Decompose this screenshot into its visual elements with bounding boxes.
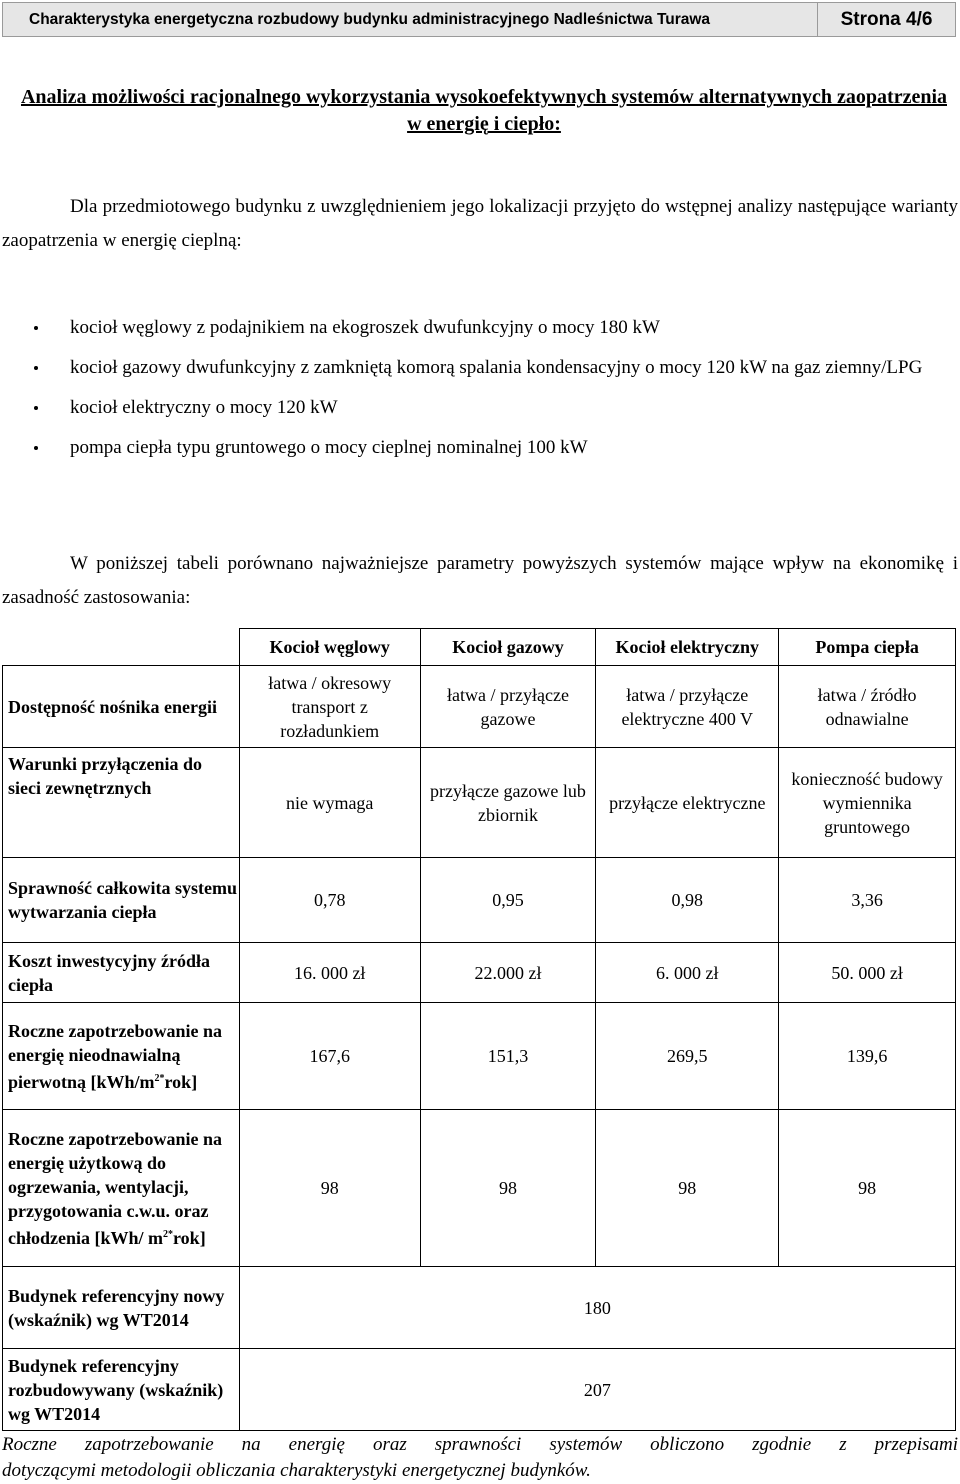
footnote-line: Roczne zapotrzebowanie na energię oraz sprawności systemów obliczono zgodnie z przepisami: [2, 1434, 958, 1455]
table-cell: 180: [239, 1267, 955, 1349]
row-label: [3, 1003, 240, 1110]
intro-paragraph: [2, 190, 958, 258]
row-label: Budynek referencyjny rozbudowywany (wskaźnik) wg WT2014: [3, 1349, 240, 1431]
list-item: kocioł gazowy dwufunkcyjny z zamkniętą komorą spalania kondensacyjny o mocy 120 kW na gaz ziemny/LPG: [0, 348, 958, 388]
table-cell: przyłącze elektryczne: [596, 748, 779, 858]
table-cell: 0,98: [596, 858, 779, 943]
table-cell: nie wymaga: [239, 748, 420, 858]
header-title: Charakterystyka energetyczna rozbudowy budynku administracyjnego Nadleśnictwa Turawa: [29, 10, 711, 28]
row-label: Koszt inwestycyjny źródła ciepła: [3, 943, 240, 1003]
row-label-text: Roczne zapotrzebowanie na energię użytkową do ogrzewania, wentylacji, przygotowania c.w.u. oraz chłodzenia [kWh/ m: [8, 1128, 222, 1248]
table-cell: 3,36: [779, 858, 956, 943]
row-label: Warunki przyłączenia do sieci zewnętrznych: [3, 748, 240, 858]
list-item: kocioł węglowy z podajnikiem na ekogroszek dwufunkcyjny o mocy 180 kW: [0, 308, 958, 348]
table-cell: 98: [239, 1110, 420, 1267]
row-label-superscript: 2*: [154, 1072, 165, 1084]
table-cell: 98: [779, 1110, 956, 1267]
comparison-table: [2, 628, 956, 1431]
table-row: [3, 858, 956, 943]
table-cell: 269,5: [596, 1003, 779, 1110]
table-cell: łatwa / przyłącze elektryczne 400 V: [596, 666, 779, 748]
table-cell: 0,95: [420, 858, 596, 943]
table-row: [3, 1267, 956, 1349]
table-intro-paragraph: [2, 547, 958, 615]
table-row: [3, 943, 956, 1003]
table-header-row: [3, 629, 956, 666]
table-intro-text: W poniższej tabeli porównano najważniejsze parametry powyższych systemów mające wpływ na ekonomikę i zasadność zastosowania:: [2, 553, 958, 608]
row-label-text: rok]: [164, 1071, 198, 1092]
table-cell: 22.000 zł: [420, 943, 596, 1003]
row-label-text: Roczne zapotrzebowanie na energię nieodnawialną pierwotną [kWh/m: [8, 1020, 222, 1092]
table-row: [3, 1003, 956, 1110]
table-cell: 167,6: [239, 1003, 420, 1110]
intro-text: Dla przedmiotowego budynku z uwzględnieniem jego lokalizacji przyjęto do wstępnej analizy następujące warianty zaopatrzenia w energię cieplną:: [2, 196, 958, 251]
table-cell: łatwa / przyłącze gazowe: [420, 666, 596, 748]
row-label: Budynek referencyjny nowy (wskaźnik) wg WT2014: [3, 1267, 240, 1349]
list-item: kocioł elektryczny o mocy 120 kW: [0, 388, 958, 428]
column-header: Pompa ciepła: [779, 629, 956, 666]
row-label-text: rok]: [173, 1227, 206, 1248]
row-label-superscript: 2*: [163, 1228, 174, 1240]
table-row: [3, 1349, 956, 1431]
list-item: pompa ciepła typu gruntowego o mocy cieplnej nominalnej 100 kW: [0, 428, 958, 468]
table-cell: 50. 000 zł: [779, 943, 956, 1003]
table-row: [3, 666, 956, 748]
section-title: Analiza możliwości racjonalnego wykorzystania wysokoefektywnych systemów alternatywnych zaopatrzenia w energię i ciepło:: [20, 86, 947, 135]
column-header: Kocioł elektryczny: [596, 629, 779, 666]
row-label: [3, 1110, 240, 1267]
row-label: Dostępność nośnika energii: [3, 666, 240, 748]
table-cell: 16. 000 zł: [239, 943, 420, 1003]
column-header: Kocioł węglowy: [239, 629, 420, 666]
row-label: Sprawność całkowita systemu wytwarzania ciepła: [3, 858, 240, 943]
table-corner-cell: [3, 629, 240, 666]
page-header: [2, 2, 956, 37]
table-cell: łatwa / okresowy transport z rozładunkiem: [239, 666, 420, 748]
table-cell: konieczność budowy wymiennika gruntowego: [779, 748, 956, 858]
table-cell: łatwa / źródło odnawialne: [779, 666, 956, 748]
variant-list: [0, 308, 958, 468]
table-cell: 0,78: [239, 858, 420, 943]
table-cell: 151,3: [420, 1003, 596, 1110]
table-cell: przyłącze gazowe lub zbiornik: [420, 748, 596, 858]
table-row: [3, 748, 956, 858]
footnote-line: dotyczącymi metodologii obliczania charakterystyki energetycznej budynków.: [2, 1460, 591, 1481]
footnote: [2, 1432, 958, 1484]
table-cell: 139,6: [779, 1003, 956, 1110]
table-cell: 98: [596, 1110, 779, 1267]
table-cell: 6. 000 zł: [596, 943, 779, 1003]
table-row: [3, 1110, 956, 1267]
page-number: Strona 4/6: [817, 3, 955, 36]
table-cell: 98: [420, 1110, 596, 1267]
table-cell: 207: [239, 1349, 955, 1431]
column-header: Kocioł gazowy: [420, 629, 596, 666]
